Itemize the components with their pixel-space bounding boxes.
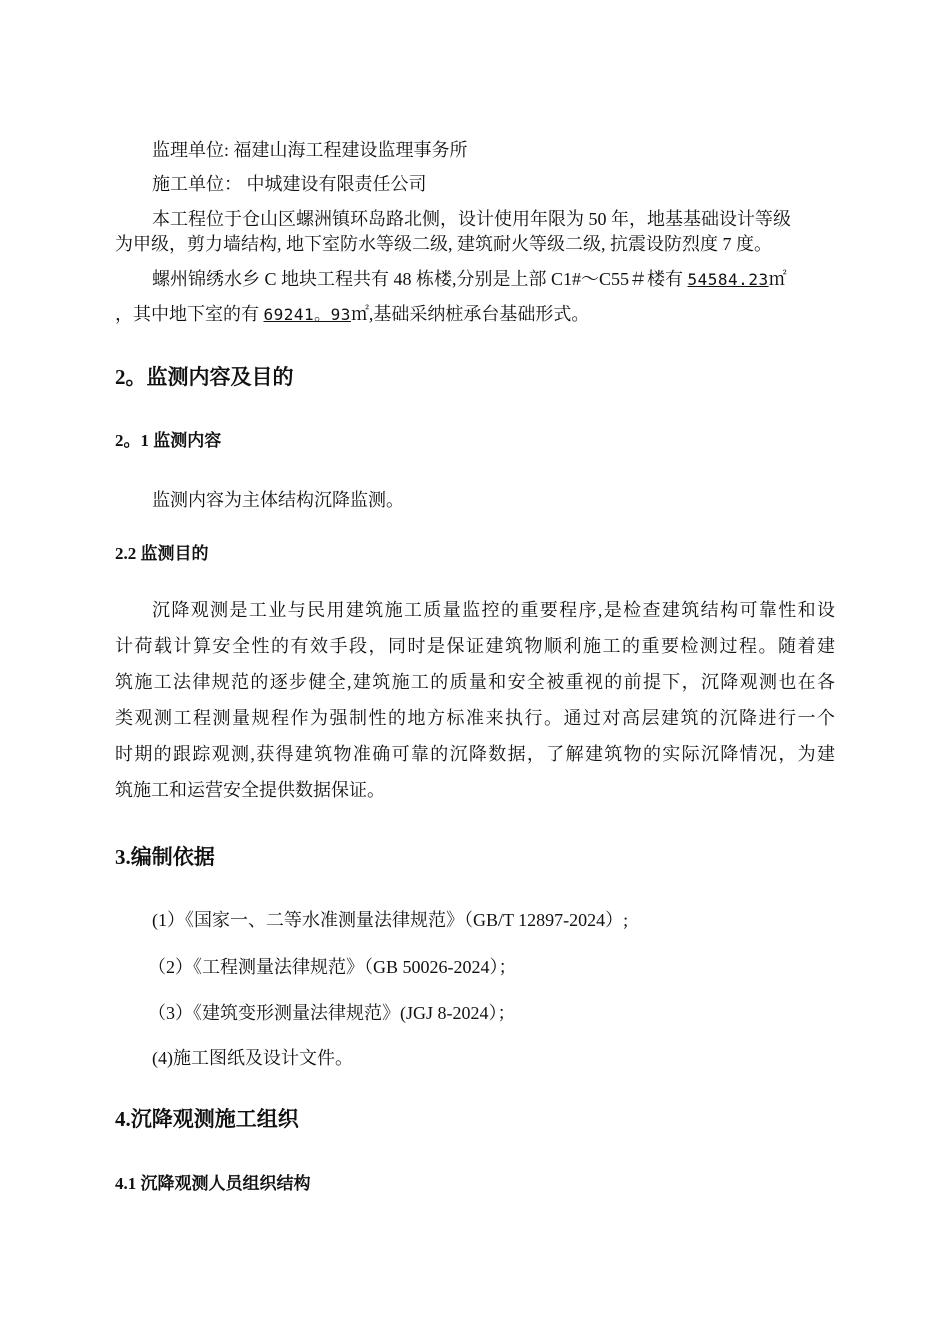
section-4-1-heading: 4.1 沉降观测人员组织结构: [115, 1174, 311, 1193]
section-3-heading: 3.编制依据: [115, 845, 215, 869]
intro-line-1: 本工程位于仓山区螺洲镇环岛路北侧，设计使用年限为 50 年，地基基础设计等级: [152, 209, 791, 229]
area-text-1: 螺州锦绣水乡 C 地块工程共有 48 栋楼,分别是上部 C1#～C55＃楼有: [152, 269, 688, 289]
paragraph-line: 时期的跟踪观测,获得建筑物准确可靠的沉降数据，了解建筑物的实际沉降情况，为建: [115, 744, 835, 764]
intro-line-2: 为甲级，剪力墙结构, 地下室防水等级二级, 建筑耐火等级二级, 抗震设防烈度 7 度。: [115, 234, 772, 254]
area-line-1: [152, 267, 787, 292]
section-2-heading: 2。监测内容及目的: [115, 365, 294, 389]
area-text-3: ㎡,基础采纳桩承台基础形式。: [350, 304, 590, 324]
area-value-2: 69241。93: [263, 305, 351, 324]
section-2-2-heading: 2.2 监测目的: [115, 544, 209, 563]
contractor-line: 施工单位： 中城建设有限责任公司: [152, 174, 427, 194]
reference-item: （2）《工程测量法律规范》（GB 50026-2024）；: [148, 957, 517, 977]
paragraph-line: 沉降观测是工业与民用建筑施工质量监控的重要程序,是检查建筑结构可靠性和设: [152, 600, 835, 620]
paragraph-line: 筑施工和运营安全提供数据保证。: [115, 780, 385, 800]
area-value-1: 54584.23: [687, 270, 769, 289]
paragraph-line: 筑施工法律规范的逐步健全,建筑施工的质量和安全被重视的前提下，沉降观测也在各: [115, 672, 835, 692]
reference-item: (1）《国家一、二等水准测量法律规范》（GB/T 12897-2024）;: [152, 910, 629, 930]
section-2-1-text: 监测内容为主体结构沉降监测。: [152, 490, 404, 510]
section-4-heading: 4.沉降观测施工组织: [115, 1107, 299, 1131]
area-unit-1: ㎡: [768, 269, 787, 289]
reference-item: (4)施工图纸及设计文件。: [152, 1048, 353, 1068]
supervisor-line: 监理单位: 福建山海工程建设监理事务所: [152, 140, 468, 160]
area-line-2: [115, 302, 835, 327]
paragraph-line: 类观测工程测量规程作为强制性的地方标准来执行。通过对高层建筑的沉降进行一个: [115, 708, 835, 728]
paragraph-line: 计荷载计算安全性的有效手段，同时是保证建筑物顺利施工的重要检测过程。随着建: [115, 636, 835, 656]
area-text-2: ，其中地下室的有: [115, 304, 264, 324]
reference-item: （3）《建筑变形测量法律规范》(JGJ 8-2024）；: [148, 1003, 516, 1023]
section-2-1-heading: 2。1 监测内容: [115, 431, 222, 450]
